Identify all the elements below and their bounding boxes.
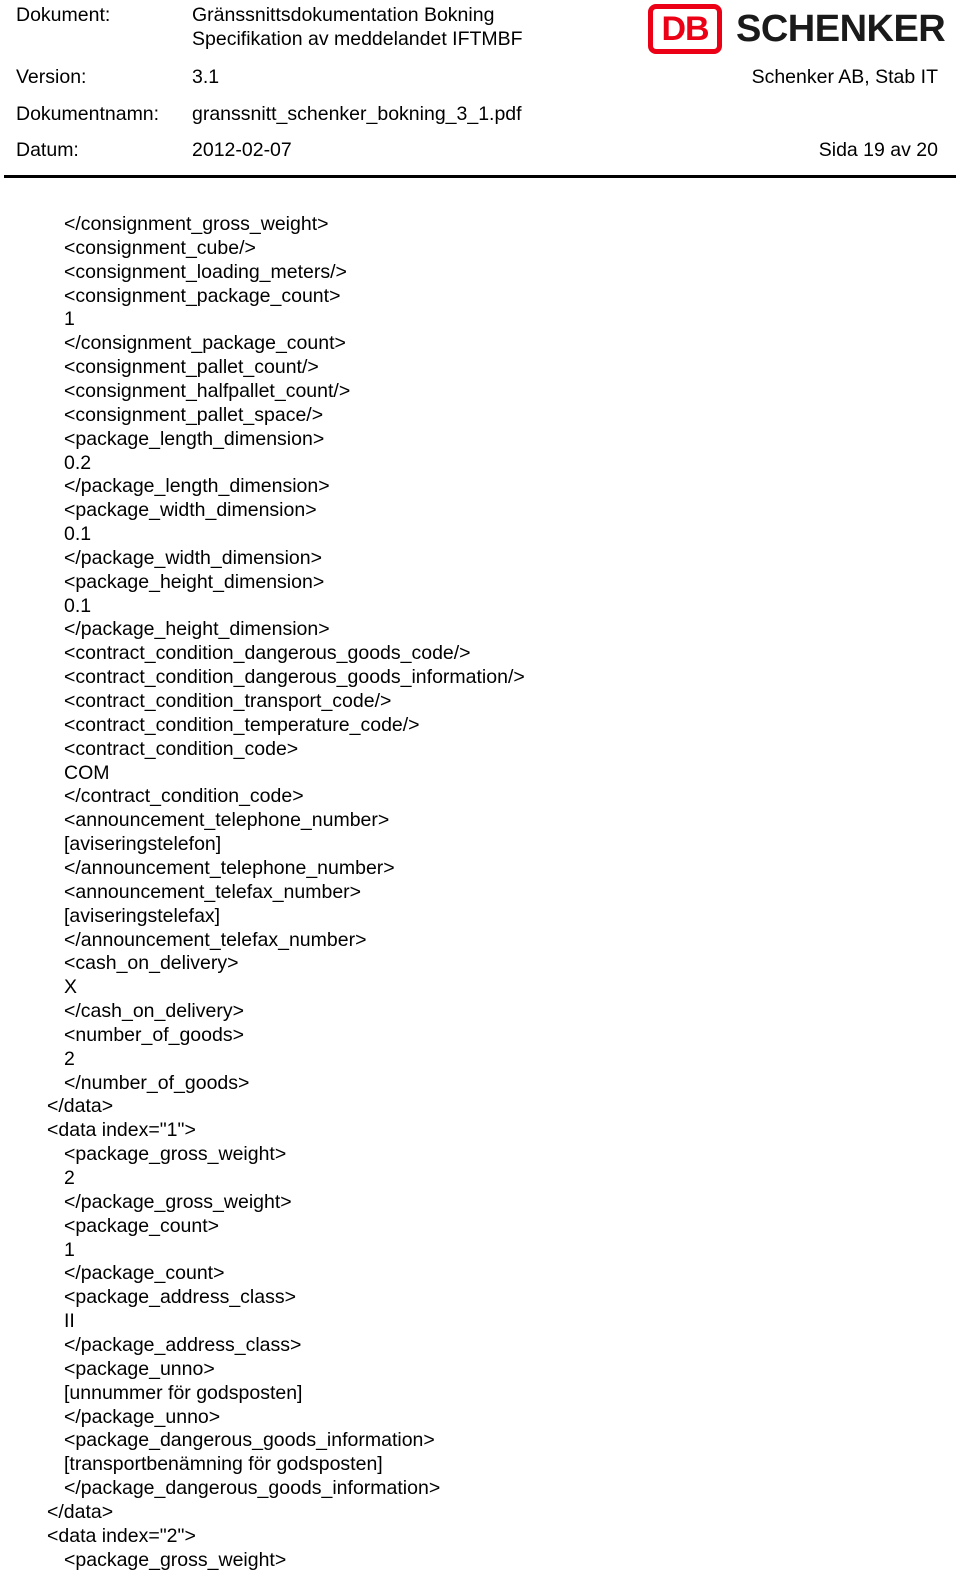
code-line: 0.2 (64, 451, 92, 474)
code-line: <package_gross_weight> (64, 1143, 287, 1166)
code-line: <package_width_dimension> (64, 499, 317, 522)
code-line: 2 (64, 1047, 75, 1070)
label-datum: Datum: (16, 139, 79, 161)
company-name: Schenker AB, Stab IT (751, 66, 938, 88)
document-header (0, 0, 960, 180)
code-line: 0.1 (64, 523, 92, 546)
code-line: <package_unno> (64, 1357, 215, 1380)
code-line: <consignment_halfpallet_count/> (64, 379, 351, 402)
code-line: [transportbenämning för godsposten] (64, 1453, 383, 1476)
code-line: 0.1 (64, 594, 92, 617)
code-line: [aviseringstelefax] (64, 904, 221, 927)
code-line: </number_of_goods> (64, 1071, 250, 1094)
code-line: </data> (47, 1500, 114, 1523)
page-number: Sida 19 av 20 (818, 139, 938, 161)
code-line: </cash_on_delivery> (64, 1000, 244, 1023)
code-line: <contract_condition_dangerous_goods_information/> (64, 666, 525, 689)
date-value: 2012-02-07 (192, 139, 292, 161)
code-line: 1 (64, 1238, 75, 1261)
db-badge-icon (648, 4, 722, 54)
code-line: <package_length_dimension> (64, 427, 325, 450)
code-line: </package_dangerous_goods_information> (64, 1477, 441, 1500)
document-title-line-2: Specifikation av meddelandet IFTMBF (192, 28, 523, 50)
code-line: <consignment_cube/> (64, 236, 256, 259)
code-line: </contract_condition_code> (64, 785, 304, 808)
code-line: <package_count> (64, 1214, 220, 1237)
code-line: <consignment_package_count> (64, 284, 341, 307)
code-line: </package_count> (64, 1262, 225, 1285)
label-dokumentnamn: Dokumentnamn: (16, 103, 160, 125)
code-line: <package_dangerous_goods_information> (64, 1429, 435, 1452)
label-dokument: Dokument: (16, 4, 111, 26)
label-version: Version: (16, 66, 87, 88)
document-title-line-1: Gränssnittsdokumentation Bokning (192, 4, 495, 26)
code-line: </package_length_dimension> (64, 475, 330, 498)
code-line: 1 (64, 308, 75, 331)
brand-name: SCHENKER (736, 8, 946, 50)
header-divider (4, 175, 956, 178)
code-line: <contract_condition_code> (64, 737, 299, 760)
code-line: </consignment_gross_weight> (64, 213, 329, 235)
code-line: II (64, 1310, 75, 1333)
code-line: </package_gross_weight> (64, 1190, 292, 1213)
code-line: <contract_condition_temperature_code/> (64, 713, 420, 736)
code-line: <number_of_goods> (64, 1023, 244, 1046)
code-line: <cash_on_delivery> (64, 952, 239, 975)
code-line: <announcement_telephone_number> (64, 809, 390, 832)
version-value: 3.1 (192, 66, 220, 88)
db-badge-text: DB (661, 10, 709, 48)
code-line: </package_height_dimension> (64, 618, 330, 641)
code-line: <package_gross_weight> (64, 1548, 287, 1571)
code-line: <data index="1"> (47, 1119, 196, 1142)
code-line: X (64, 976, 78, 999)
db-schenker-logo (648, 4, 944, 54)
code-line: </announcement_telefax_number> (64, 928, 367, 951)
code-line: <announcement_telefax_number> (64, 880, 362, 903)
code-line: </package_width_dimension> (64, 546, 323, 569)
code-line: <contract_condition_transport_code/> (64, 690, 392, 712)
code-line: </announcement_telephone_number> (64, 856, 395, 879)
code-line: </consignment_package_count> (64, 332, 346, 355)
code-line: <data index="2"> (47, 1524, 196, 1547)
code-line: <package_height_dimension> (64, 570, 325, 593)
code-line: <contract_condition_dangerous_goods_code/> (64, 642, 471, 665)
code-line: </package_unno> (64, 1405, 221, 1428)
code-line: COM (64, 761, 110, 784)
code-line: </package_address_class> (64, 1333, 302, 1356)
code-line: <consignment_pallet_space/> (64, 403, 324, 426)
code-line: </data> (47, 1095, 114, 1118)
code-line: <consignment_pallet_count/> (64, 356, 319, 379)
code-line: <consignment_loading_meters/> (64, 260, 347, 283)
code-line: 2 (64, 1167, 75, 1189)
code-line: <package_address_class> (64, 1286, 296, 1309)
code-line: [unnummer för godsposten] (64, 1381, 303, 1404)
document-filename: granssnitt_schenker_bokning_3_1.pdf (192, 103, 522, 125)
code-line: [aviseringstelefon] (64, 833, 222, 856)
